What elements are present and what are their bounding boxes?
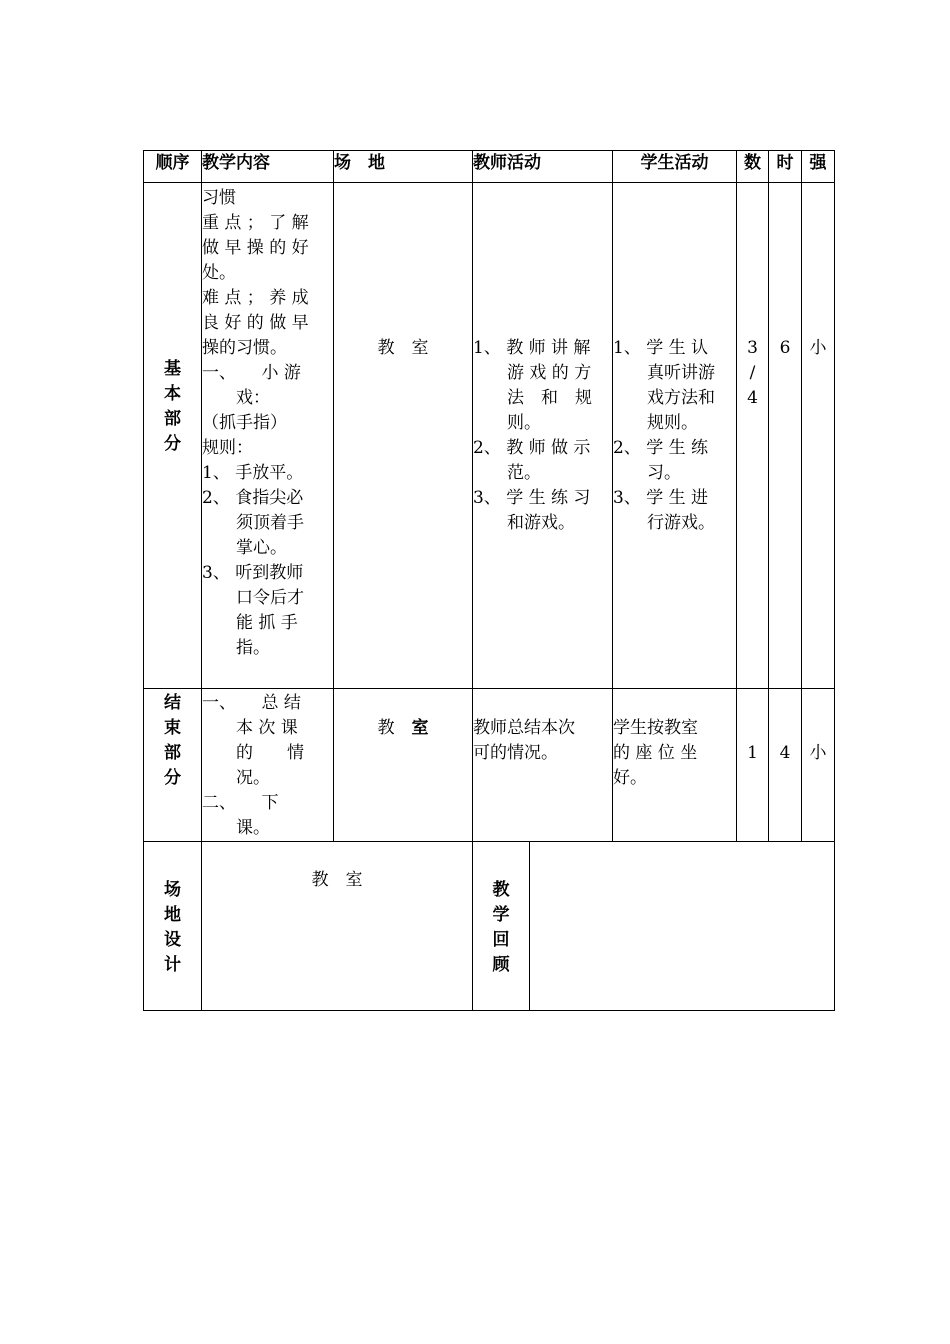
teaching-review-body [530,842,834,1010]
header-content: 教学内容 [202,151,334,183]
ending-count: 1 [747,743,758,763]
header-time: 时 [769,151,802,183]
lesson-plan-table [143,150,835,1011]
label-char: 设 [164,930,181,950]
content-line: 能 抓 手 [202,613,298,633]
teacher-line: 3、 学 生 练 习 [473,488,591,508]
ending-venue-cell [334,689,473,842]
content-line: 规则： [202,438,253,458]
content-line: 二、 下 [202,793,279,813]
label-char: 本 [164,384,181,404]
teacher-line: 游 戏 的 方 [473,363,592,383]
student-line: 的 座 位 坐 [613,743,698,763]
venue-design-cell [202,842,473,1011]
content-line: 况。 [202,768,270,788]
content-line: 本 次 课 [202,718,298,738]
label-char: 顾 [492,955,510,975]
basic-intensity: 小 [809,338,827,358]
basic-time: 6 [779,338,791,358]
ending-intensity-cell [802,689,835,842]
header-venue: 场 地 [334,151,473,183]
student-line: 习。 [613,463,681,483]
label-char: 场 [164,880,181,900]
student-line: 学生按教室 [613,718,698,738]
count-char: / [749,363,756,383]
label-char: 回 [492,930,510,950]
content-line: 2、 食指尖必 [202,488,304,508]
teacher-line: 2、 教 师 做 示 [473,438,591,458]
ending-section-row [144,689,835,842]
student-line: 2、 学 生 练 [613,438,709,458]
label-char: 分 [164,434,181,454]
ending-teacher-cell [473,689,613,842]
basic-section-label [144,183,202,689]
label-char: 部 [164,409,181,429]
content-line: 一、 总 结 [202,693,301,713]
content-line: 1、 手放平。 [202,463,304,483]
header-count: 数 [737,151,769,183]
content-line: 掌心。 [202,538,287,558]
student-line: 规则。 [613,413,698,433]
content-line: 课。 [202,818,270,838]
teacher-line: 范。 [473,463,541,483]
student-line: 真听讲游 [613,363,715,383]
ending-time-cell [769,689,802,842]
label-char: 结 [164,693,181,713]
basic-venue-cell [334,183,473,689]
ending-section-label [144,689,202,842]
ending-venue-part: 教 [377,718,412,738]
content-line: 处。 [202,263,236,283]
ending-time: 4 [779,743,791,763]
basic-count-cell [737,183,769,689]
label-char: 地 [164,905,181,925]
basic-content-cell [202,183,334,689]
design-row [144,842,835,1011]
header-order: 顺序 [144,151,202,183]
label-char: 教 [492,880,510,900]
review-split [473,842,834,1010]
label-char: 计 [164,955,181,975]
teacher-line: 则。 [473,413,541,433]
basic-intensity-cell [802,183,835,689]
teacher-line: 和游戏。 [473,513,575,533]
venue-design-label [144,842,202,1011]
student-line: 1、 学 生 认 [613,338,709,358]
venue-design-text: 教 室 [311,870,363,890]
content-line: 指。 [202,638,270,658]
label-char: 基 [164,359,181,379]
ending-student-cell [613,689,737,842]
header-row [144,151,835,183]
content-line: 难 点 ； 养 成 [202,288,309,308]
count-char: 3 [747,338,758,358]
content-line: 良 好 的 做 早 [202,313,309,333]
header-teacher-activity: 教师活动 [473,151,613,183]
basic-venue: 教 室 [377,338,429,358]
ending-content-cell [202,689,334,842]
content-line: 习惯 [202,188,236,208]
ending-intensity: 小 [809,743,827,763]
ending-venue-part-bold: 室 [411,718,429,738]
label-char: 束 [164,718,181,738]
basic-section-row [144,183,835,689]
content-line: （抓手指） [202,413,287,433]
header-intensity: 强 [802,151,835,183]
student-line: 好。 [613,768,647,788]
content-line: 做 早 操 的 好 [202,238,309,258]
content-line: 3、 听到教师 [202,563,304,583]
basic-student-cell [613,183,737,689]
count-char: 4 [747,388,758,408]
content-line: 戏： [202,388,270,408]
content-line: 操的习惯。 [202,338,287,358]
header-student-activity: 学生活动 [613,151,737,183]
student-line: 3、 学 生 进 [613,488,709,508]
label-char: 分 [164,768,181,788]
basic-teacher-cell [473,183,613,689]
teacher-line: 教师总结本次 [473,718,575,738]
content-line: 口令后才 [202,588,304,608]
teacher-line: 可的情况。 [473,743,558,763]
content-line: 须顶着手 [202,513,304,533]
label-char: 学 [492,905,510,925]
teacher-line: 1、 教 师 讲 解 [473,338,591,358]
review-area [473,842,835,1011]
basic-time-cell [769,183,802,689]
teaching-review-label [473,842,530,1010]
teacher-line: 法 和 规 [473,388,592,408]
ending-count-cell [737,689,769,842]
student-line: 行游戏。 [613,513,715,533]
student-line: 戏方法和 [613,388,715,408]
content-line: 重 点 ； 了 解 [202,213,309,233]
content-line: 的 情 [202,743,304,763]
label-char: 部 [164,743,181,763]
content-line: 一、 小 游 [202,363,301,383]
